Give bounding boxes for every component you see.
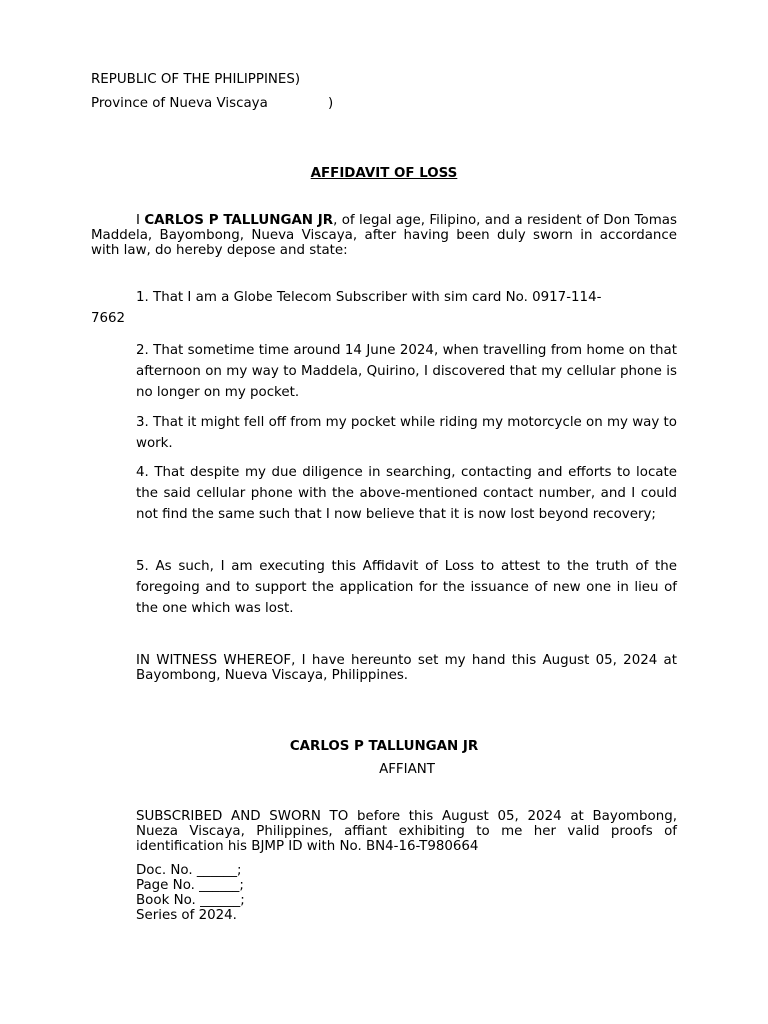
signature-role: AFFIANT [379,762,435,777]
signature-name: CARLOS P TALLUNGAN JR [289,739,479,754]
witness-paragraph: IN WITNESS WHEREOF, I have hereunto set my hand this August 05, 2024 at Bayombong, Nueva Viscaya, Philippines. [136,653,677,683]
document-title: AFFIDAVIT OF LOSS [310,166,458,181]
province-line: Province of Nueva Viscaya [91,96,268,111]
republic-line: REPUBLIC OF THE PHILIPPINES) [91,72,301,87]
province-paren: ) [328,96,334,111]
intro-prefix: I [136,213,145,228]
statement-1: 1. That I am a Globe Telecom Subscriber with sim card No. 0917-114- [136,290,602,305]
book-no: Book No. ______; [136,893,245,908]
intro-rest: , of legal age, Filipino, and a resident of Don Tomas Maddela, Bayombong, Nueva Viscaya, after having been duly sworn in accordance with law, do hereby depose and state: [91,213,677,258]
statement-5: 5. As such, I am executing this Affidavit of Loss to attest to the truth of the foregoing and to support the application for the issuance of new one in lieu of the one which was lost. [136,559,677,616]
intro-paragraph [91,213,677,258]
doc-no: Doc. No. ______; [136,863,242,878]
statement-1-continuation: 7662 [91,311,126,326]
jurat-paragraph: SUBSCRIBED AND SWORN TO before this August 05, 2024 at Bayombong, Nueza Viscaya, Philippines, affiant exhibiting to me her valid proofs of identification his BJMP ID with No. BN4-16-T980664 [136,809,677,854]
affiant-name-inline: CARLOS P TALLUNGAN JR [144,213,334,228]
statement-3: 3. That it might fell off from my pocket while riding my motorcycle on my way to work. [136,415,677,451]
page-no: Page No. ______; [136,878,244,893]
series: Series of 2024. [136,908,237,923]
statement-2: 2. That sometime time around 14 June 2024, when travelling from home on that afternoon on my way to Maddela, Quirino, I discovered that my cellular phone is no longer on my pocket. [136,343,677,400]
statement-4: 4. That despite my due diligence in searching, contacting and efforts to locate the said cellular phone with the above-mentioned contact number, and I could not find the same such that I now believe that it is now lost beyond recovery; [136,465,677,522]
